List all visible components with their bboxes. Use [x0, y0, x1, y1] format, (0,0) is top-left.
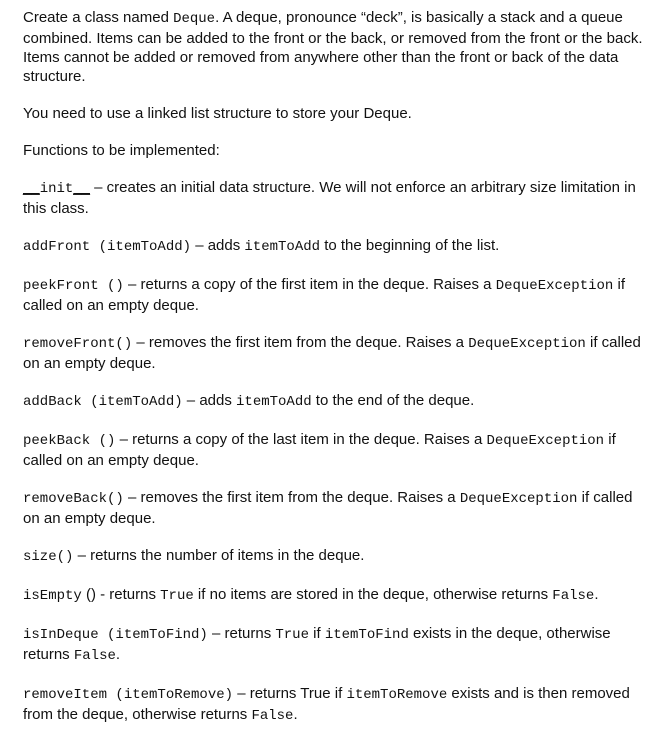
function-size — [23, 546, 653, 567]
isempty-signature: isEmpty — [23, 588, 82, 604]
isindeque-desc-a: – returns — [207, 625, 276, 642]
functions-heading: Functions to be implemented: — [23, 142, 220, 159]
class-name-code: Deque — [173, 11, 216, 27]
isindeque-true-code: True — [275, 627, 309, 643]
removeitem-param-code: itemToRemove — [346, 687, 448, 703]
function-addback — [23, 391, 653, 412]
isindeque-desc-c: exists in the deque, otherwise returns — [23, 625, 611, 663]
removeitem-false-code: False — [251, 708, 294, 724]
addfront-desc-b: to the beginning of the list. — [320, 237, 500, 254]
removefront-exception-code: DequeException — [468, 336, 586, 352]
function-addfront — [23, 236, 653, 257]
removeitem-desc-a: – returns True if — [233, 685, 347, 702]
peekback-desc-b: if called on an empty deque. — [23, 431, 616, 469]
removeitem-desc-c: . — [293, 706, 298, 723]
function-removeback — [23, 488, 653, 528]
function-isempty — [23, 585, 653, 606]
intro-paragraph — [23, 8, 653, 86]
intro-text-b: . A deque, pronounce “deck”, is basically a stack and a queue combined. Items can be added to the front or the back, or removed from the front or the back. Items cannot be added or removed from anywhere other than the front or back of the data structure. — [23, 9, 643, 85]
linked-list-paragraph: You need to use a linked list structure to store your Deque. — [23, 105, 412, 122]
document-body — [23, 8, 653, 744]
intro-text-a: Create a class named — [23, 9, 174, 26]
isempty-false-code: False — [552, 588, 595, 604]
init-prefix: __ — [23, 179, 40, 196]
function-peekfront — [23, 275, 653, 315]
removeback-signature: removeBack() — [23, 491, 124, 507]
peekfront-exception-code: DequeException — [495, 278, 614, 294]
addback-desc-a: – adds — [182, 392, 237, 409]
addfront-param-code: itemToAdd — [244, 239, 321, 255]
removeitem-signature: removeItem (itemToRemove) — [23, 687, 234, 703]
function-removefront — [23, 333, 653, 373]
removeback-desc-a: – removes the first item from the deque. Raises a — [123, 489, 460, 506]
function-removeitem — [23, 684, 653, 726]
isindeque-false-code: False — [73, 648, 116, 664]
size-signature: size() — [23, 549, 74, 565]
init-signature: init — [39, 181, 74, 197]
function-isindeque — [23, 624, 653, 666]
peekfront-desc-a: – returns a copy of the first item in the deque. Raises a — [123, 276, 496, 293]
peekback-exception-code: DequeException — [486, 433, 605, 449]
removeback-exception-code: DequeException — [459, 491, 578, 507]
removeback-desc-b: if called on an empty deque. — [23, 489, 633, 527]
peekfront-desc-b: if called on an empty deque. — [23, 276, 625, 314]
size-description: – returns the number of items in the deque. — [73, 547, 365, 564]
addback-param-code: itemToAdd — [236, 394, 312, 410]
removefront-desc-b: if called on an empty deque. — [23, 334, 641, 372]
removefront-desc-a: – removes the first item from the deque. Raises a — [132, 334, 469, 351]
isempty-desc-b: if no items are stored in the deque, otherwise returns — [193, 586, 553, 603]
isindeque-signature: isInDeque (itemToFind) — [23, 627, 208, 643]
addfront-desc-a: – adds — [191, 237, 245, 254]
isempty-desc-a: () - returns — [81, 586, 161, 603]
isindeque-desc-b: if — [308, 625, 325, 642]
isindeque-param-code: itemToFind — [324, 627, 409, 643]
isempty-true-code: True — [160, 588, 194, 604]
addback-desc-b: to the end of the deque. — [311, 392, 475, 409]
peekback-signature: peekBack () — [23, 433, 116, 449]
peekback-desc-a: – returns a copy of the last item in the deque. Raises a — [115, 431, 487, 448]
isindeque-desc-d: . — [115, 646, 121, 663]
function-peekback — [23, 430, 653, 470]
addfront-signature: addFront (itemToAdd) — [23, 239, 192, 255]
function-init — [23, 178, 653, 218]
removeitem-desc-b: exists and is then removed from the deque, otherwise returns — [23, 685, 630, 723]
init-suffix: __ — [73, 179, 90, 196]
addback-signature: addBack (itemToAdd) — [23, 394, 183, 410]
peekfront-signature: peekFront () — [23, 278, 124, 294]
init-description: – creates an initial data structure. We will not enforce an arbitrary size limitation in this class. — [23, 179, 636, 217]
isempty-desc-c: . — [594, 586, 599, 603]
removefront-signature: removeFront() — [23, 336, 133, 352]
